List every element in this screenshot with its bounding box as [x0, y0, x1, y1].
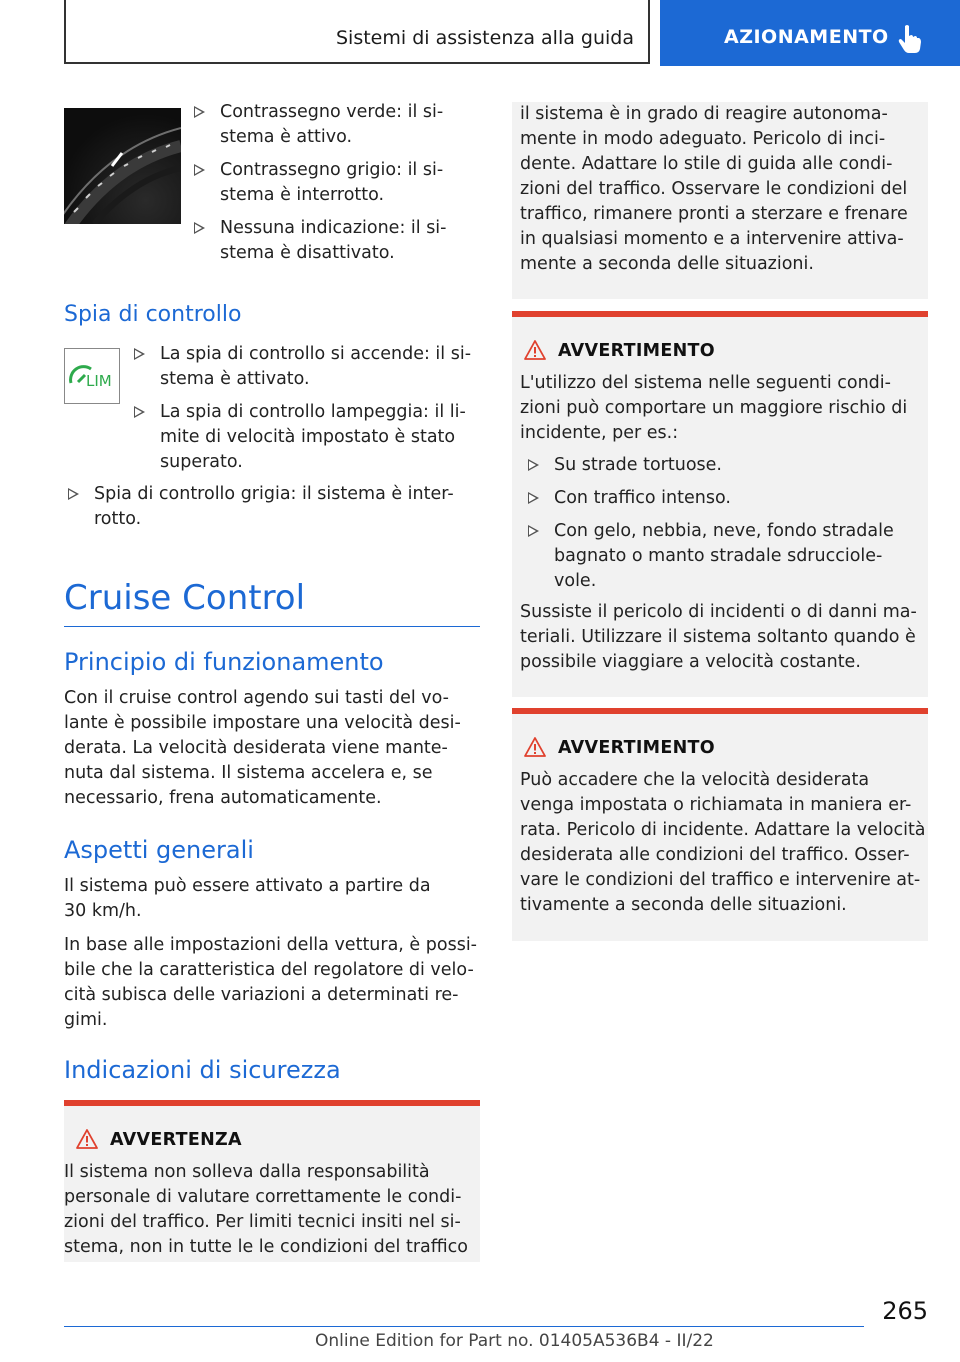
- page-title: Cruise Control: [64, 578, 306, 618]
- footer-edition: Online Edition for Part no. 01405A536B4 - II/22: [315, 1331, 714, 1351]
- warning-bar: [512, 708, 928, 714]
- warning-list: [520, 453, 920, 602]
- bullet-triangle-icon: [134, 348, 145, 360]
- list-item: Contrassegno grigio: il si-stema è interrotto.: [186, 158, 476, 208]
- warning-bar: [512, 311, 928, 317]
- avvertimento-box-1: [512, 311, 928, 697]
- warning-text: Può accadere che la velocità desiderata venga impostata o richiamata in maniera er-rata. Pericolo di incidente. Adattare la velocità desiderata alle condizioni del traffico. Osser-vare le condizioni del traffico e intervenire at-tivamente a seconda delle situazioni.: [520, 770, 926, 915]
- lim-indicator-image: [64, 348, 120, 404]
- aspetti-text-1: Il sistema può essere attivato a partire da 30 km/h.: [64, 876, 431, 921]
- bullet-triangle-icon: [528, 492, 539, 504]
- principio-heading: Principio di funzionamento: [64, 648, 384, 676]
- list-item: La spia di controllo lampeggia: il li-mite di velocità impostato è stato superato.: [126, 400, 480, 475]
- continued-warning-box: [512, 102, 928, 299]
- warning-title: AVVERTENZA: [110, 1130, 242, 1150]
- aspetti-heading: Aspetti generali: [64, 836, 254, 864]
- bullet-triangle-icon: [68, 488, 79, 500]
- title-divider: [64, 626, 480, 627]
- continued-text: il sistema è in grado di reagire autonoma-mente in modo adeguato. Pericolo di inci-dente. Adattare lo stile di guida alle condi-zioni del traffico. Osservare le condizioni del traffico, rimanere pronti a sterzare e frenare in qualsiasi momento e a intervenire attiva-mente a seconda delle situazioni.: [520, 104, 908, 274]
- bullet-triangle-icon: [528, 459, 539, 471]
- header-frame: [64, 0, 650, 64]
- spia-heading: Spia di controllo: [64, 302, 242, 327]
- warning-triangle-icon: [524, 340, 546, 360]
- spia-extra-list: [60, 482, 480, 540]
- hand-pointer-icon: [898, 24, 922, 54]
- list-item: Nessuna indicazione: il si-stema è disattivato.: [186, 216, 476, 266]
- warning-title: AVVERTIMENTO: [558, 738, 715, 758]
- lim-icon: [65, 349, 119, 403]
- status-list: [186, 100, 476, 274]
- list-item: Contrassegno verde: il si-stema è attivo.: [186, 100, 476, 150]
- footer-divider: [64, 1326, 864, 1327]
- spia-list: [126, 342, 480, 483]
- list-item: Su strade tortuose.: [520, 453, 920, 478]
- aspetti-text-2: In base alle impostazioni della vettura, è possi-bile che la caratteristica del regolatore di velo-cità subisca delle variazioni a determinati re-gimi.: [64, 935, 477, 1030]
- avvertimento-box-2: [512, 708, 928, 941]
- list-item: Spia di controllo grigia: il sistema è inter-rotto.: [60, 482, 480, 532]
- cluster-display-image: [64, 108, 181, 224]
- warning-intro: L'utilizzo del sistema nelle seguenti condi-zioni può comportare un maggiore rischio di incidente, per es.:: [520, 373, 908, 443]
- warning-title: AVVERTIMENTO: [558, 341, 715, 361]
- chapter-tab[interactable]: [660, 0, 960, 66]
- bullet-triangle-icon: [528, 525, 539, 537]
- page-number: 265: [882, 1297, 928, 1325]
- warning-outro: Sussiste il pericolo di incidenti o di danni ma-teriali. Utilizzare il sistema soltanto quando è possibile viaggiare a velocità costante.: [520, 602, 917, 672]
- bullet-triangle-icon: [134, 406, 145, 418]
- warning-triangle-icon: [76, 1129, 98, 1149]
- bullet-triangle-icon: [194, 106, 205, 118]
- sicurezza-heading: Indicazioni di sicurezza: [64, 1056, 341, 1084]
- bullet-triangle-icon: [194, 222, 205, 234]
- avvertenza-box: [64, 1100, 480, 1262]
- list-item: Con traffico intenso.: [520, 486, 920, 511]
- warning-triangle-icon: [524, 737, 546, 757]
- svg-text:LIM: LIM: [86, 372, 112, 390]
- list-item: Con gelo, nebbia, neve, fondo stradale bagnato o manto stradale sdrucciole-vole.: [520, 519, 920, 594]
- section-title: Sistemi di assistenza alla guida: [335, 27, 634, 49]
- list-item: La spia di controllo si accende: il si-stema è attivato.: [126, 342, 480, 392]
- bullet-triangle-icon: [194, 164, 205, 176]
- principio-text: Con il cruise control agendo sui tasti del vo-lante è possibile impostare una velocità desi-derata. La velocità desiderata viene mante-nuta dal sistema. Il sistema accelera e, se necessario, frena automaticamente.: [64, 688, 461, 808]
- warning-bar: [64, 1100, 480, 1106]
- warning-text: Il sistema non solleva dalla responsabilità personale di valutare correttamente le condi-zioni del traffico. Per limiti tecnici insiti nel si-stema, non in tutte le le condizioni del traffico: [64, 1162, 468, 1257]
- speed-arc-graphic: [64, 108, 181, 224]
- chapter-tab-label: AZIONAMENTO: [724, 26, 889, 48]
